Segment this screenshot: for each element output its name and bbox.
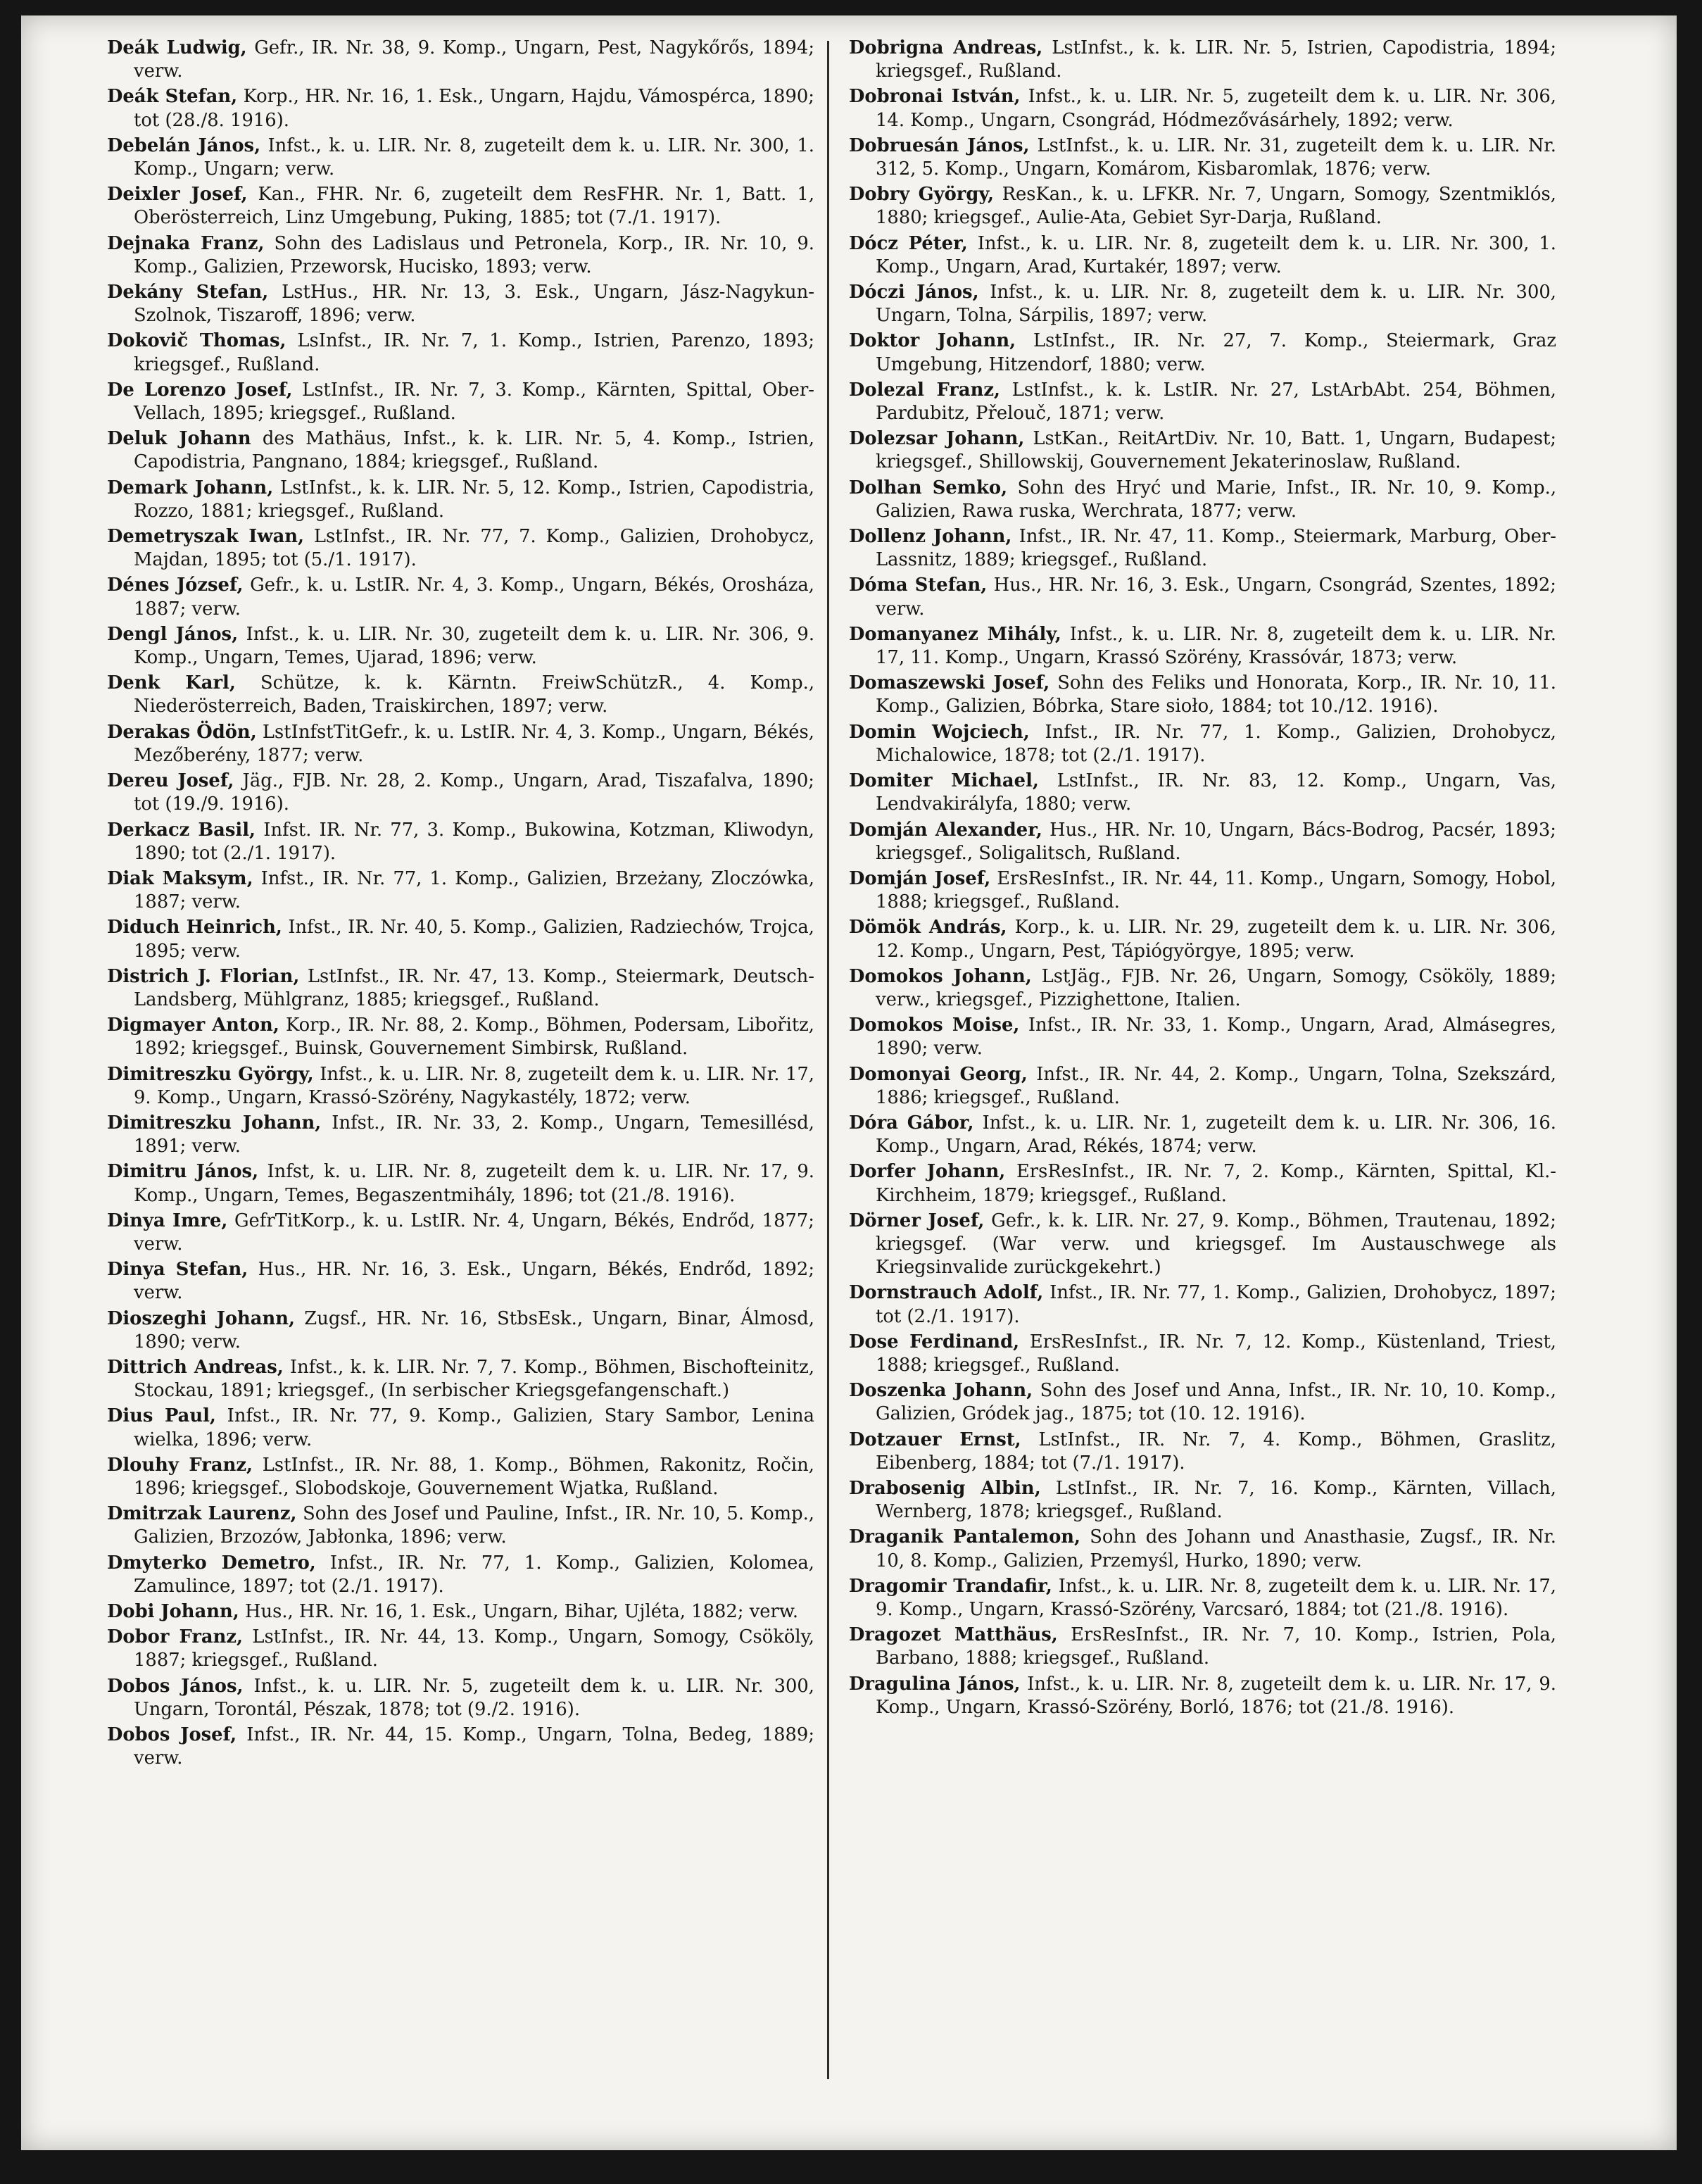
entry-details: Infst., IR. Nr. 44, 2. Komp., Ungarn, Tolna, Szekszárd, 1886; kriegsgef., Rußland.	[876, 1063, 1556, 1108]
entry-name: Dobruesán János,	[849, 134, 1030, 156]
entry-name: Districh J. Florian,	[107, 965, 300, 987]
list-entry	[849, 1379, 1556, 1426]
list-entry	[849, 232, 1556, 279]
entry-details: Sohn des Ladislaus und Petronela, Korp., IR. Nr. 10, 9. Komp., Galizien, Przeworsk, Hucisko, 1893; verw.	[134, 232, 814, 277]
entry-name: Dóra Gábor,	[849, 1112, 974, 1134]
entry-details: Infst., IR. Nr. 33, 2. Komp., Ungarn, Temesillésd, 1891; verw.	[134, 1112, 814, 1157]
entry-name: Dimitreszku Johann,	[107, 1112, 322, 1134]
entry-details: Hus., HR. Nr. 16, 1. Esk., Ungarn, Bihar, Ujléta, 1882; verw.	[244, 1601, 799, 1622]
list-entry	[107, 1160, 814, 1207]
entry-name: Dóczi János,	[849, 282, 979, 303]
entry-name: Dobos Josef,	[107, 1724, 237, 1746]
entry-name: Drabosenig Albin,	[849, 1477, 1041, 1499]
entry-details: Infst., k. u. LIR. Nr. 8, zugeteilt dem k. u. LIR. Nr. 300, Ungarn, Tolna, Sárpilis, 1897; verw.	[876, 282, 1556, 327]
list-entry	[849, 1014, 1556, 1060]
list-entry	[107, 819, 814, 865]
list-entry	[107, 1210, 814, 1256]
list-entry	[849, 1477, 1556, 1524]
entry-name: Dimitreszku György,	[107, 1063, 314, 1085]
entry-name: Dollenz Johann,	[849, 526, 1012, 548]
entry-details: ErsResInfst., IR. Nr. 7, 12. Komp., Küstenland, Triest, 1888; kriegsgef., Rußland.	[876, 1331, 1557, 1376]
entry-name: Dlouhy Franz,	[107, 1454, 253, 1476]
list-entry	[849, 1526, 1556, 1572]
list-entry	[107, 1626, 814, 1672]
entry-name: Debelán János,	[107, 134, 261, 156]
entry-details: Infst., k. k. LIR. Nr. 7, 7. Komp., Böhmen, Bischofteinitz, Stockau, 1891; kriegsgef., (In serbischer Kriegsgefangenschaft.)	[134, 1356, 815, 1402]
list-entry	[107, 1014, 814, 1060]
entry-name: Doszenka Johann,	[849, 1380, 1033, 1402]
entry-details: Infst., k. u. LIR. Nr. 1, zugeteilt dem k. u. LIR. Nr. 306, 16. Komp., Ungarn, Arad, Rékés, 1874; verw.	[876, 1112, 1556, 1157]
entry-details: Infst., IR. Nr. 77, 9. Komp., Galizien, Stary Sambor, Lenina wielka, 1896; verw.	[134, 1405, 814, 1450]
entry-details: Kan., FHR. Nr. 6, zugeteilt dem ResFHR. Nr. 1, Batt. 1, Oberösterreich, Linz Umgebung, Puking, 1885; tot (7./1. 1917).	[134, 184, 815, 229]
list-entry	[849, 477, 1556, 523]
list-entry	[849, 1429, 1556, 1475]
entry-details: Zugsf., HR. Nr. 16, StbsEsk., Ungarn, Binar, Álmosd, 1890; verw.	[134, 1307, 814, 1353]
list-entry	[849, 1575, 1556, 1621]
entry-name: Dragulina János,	[849, 1673, 1021, 1695]
entry-name: Diak Maksym,	[107, 867, 253, 889]
entry-name: Domanyanez Mihály,	[849, 623, 1061, 645]
list-entry	[849, 134, 1556, 181]
entry-name: Dömök András,	[849, 917, 1007, 939]
entry-name: Dius Paul,	[107, 1405, 216, 1427]
entry-details: Hus., HR. Nr. 16, 3. Esk., Ungarn, Békés, Endrőd, 1892; verw.	[134, 1259, 815, 1304]
list-entry	[107, 379, 814, 425]
entry-name: Domin Wojciech,	[849, 721, 1030, 743]
list-entry	[849, 965, 1556, 1012]
entry-details: Infst., IR. Nr. 77, 1. Komp., Galizien, Drohobycz, Michalowice, 1878; tot (2./1. 1917).	[876, 721, 1556, 766]
entry-name: Dócz Péter,	[849, 232, 968, 254]
list-entry	[849, 819, 1556, 865]
entry-details: Infst., IR. Nr. 77, 1. Komp., Galizien, Drohobycz, 1897; tot (2./1. 1917).	[876, 1282, 1557, 1327]
entry-details: Infst., k. u. LIR. Nr. 8, zugeteilt dem k. u. LIR. Nr. 300, 1. Komp., Ungarn; verw.	[134, 134, 814, 180]
list-entry	[107, 623, 814, 670]
entry-details: Sohn des Josef und Anna, Infst., IR. Nr. 10, 10. Komp., Galizien, Gródek jag., 1875; tot (10. 12. 1916).	[876, 1380, 1556, 1425]
entry-name: Dénes József,	[107, 575, 244, 596]
list-entry	[107, 1112, 814, 1158]
entry-details: LstInfst., IR. Nr. 7, 16. Komp., Kärnten, Villach, Wernberg, 1878; kriegsgef., Rußland.	[876, 1477, 1556, 1523]
entry-name: Domiter Michael,	[849, 770, 1039, 792]
entry-name: Deluk Johann	[107, 428, 251, 450]
list-entry	[107, 1600, 814, 1624]
entry-name: Demark Johann,	[107, 477, 274, 498]
entry-name: Dobi Johann,	[107, 1601, 239, 1622]
entry-details: Infst., IR. Nr. 47, 11. Komp., Steiermark, Marburg, Ober-Lassnitz, 1889; kriegsgef., Rußland.	[876, 526, 1557, 571]
entry-details: ResKan., k. u. LFKR. Nr. 7, Ungarn, Somogy, Szentmiklós, 1880; kriegsgef., Aulie-Ata, Gebiet Syr-Darja, Rußland.	[876, 184, 1556, 229]
list-entry	[107, 1502, 814, 1549]
list-entry	[107, 574, 814, 620]
list-entry	[107, 672, 814, 718]
entry-details: LstInfstTitGefr., k. u. LstIR. Nr. 4, 3. Komp., Ungarn, Békés, Mezőberény, 1877; verw.	[134, 721, 814, 766]
list-entry	[849, 1063, 1556, 1110]
entry-name: Dörner Josef,	[849, 1210, 985, 1231]
entry-name: Demetryszak Iwan,	[107, 526, 305, 548]
entry-name: Dolezsar Johann,	[849, 428, 1025, 450]
list-entry	[107, 770, 814, 816]
entry-details: Infst., k. u. LIR. Nr. 30, zugeteilt dem k. u. LIR. Nr. 306, 9. Komp., Ungarn, Temes, Ujarad, 1896; verw.	[134, 623, 815, 669]
entry-name: Dobrigna Andreas,	[849, 37, 1043, 58]
entry-name: Deixler Josef,	[107, 184, 248, 206]
list-entry	[849, 183, 1556, 230]
list-entry	[107, 183, 814, 230]
entry-details: Sohn des Johann und Anasthasie, Zugsf., IR. Nr. 10, 8. Komp., Galizien, Przemyśl, Hurko, 1890; verw.	[876, 1526, 1556, 1571]
list-entry	[849, 379, 1556, 425]
entry-details: LstInfst., k. k. LIR. Nr. 5, 12. Komp., Istrien, Capodistria, Rozzo, 1881; kriegsgef., Rußland.	[134, 477, 814, 522]
entry-details: Infst., IR. Nr. 77, 1. Komp., Galizien, Brzeżany, Zloczówka, 1887; verw.	[134, 867, 814, 913]
entry-details: LstJäg., FJB. Nr. 26, Ungarn, Somogy, Csököly, 1889; verw., kriegsgef., Pizzighettone, Italien.	[876, 965, 1557, 1010]
entry-details: Infst., k. u. LIR. Nr. 8, zugeteilt dem k. u. LIR. Nr. 17, 11. Komp., Ungarn, Krassó Szörény, Krassóvár, 1873; verw.	[876, 623, 1556, 669]
entry-name: Dobor Franz,	[107, 1626, 244, 1648]
entry-details: Sohn des Feliks und Honorata, Korp., IR. Nr. 10, 11. Komp., Galizien, Bóbrka, Stare sioło, 1884; tot 10./12. 1916).	[876, 672, 1556, 717]
list-entry	[849, 85, 1556, 132]
list-entry	[849, 916, 1556, 962]
list-entry	[107, 1454, 814, 1500]
entry-name: Dobos János,	[107, 1675, 244, 1697]
list-entry	[107, 916, 814, 962]
entry-name: Dekány Stefan,	[107, 282, 269, 303]
entry-name: Dotzauer Ernst,	[849, 1429, 1021, 1450]
list-entry	[107, 867, 814, 914]
entry-name: Dmyterko Demetro,	[107, 1552, 316, 1574]
entry-details: Infst., IR. Nr. 40, 5. Komp., Galizien, Radziechów, Trojca, 1895; verw.	[134, 917, 814, 962]
entry-name: Digmayer Anton,	[107, 1015, 279, 1036]
entry-name: Domokos Moise,	[849, 1015, 1020, 1036]
entry-name: Dinya Stefan,	[107, 1259, 248, 1281]
list-entry	[849, 867, 1556, 914]
entry-name: Domján Alexander,	[849, 819, 1042, 841]
list-entry	[849, 623, 1556, 670]
list-entry	[107, 134, 814, 181]
entry-details: Sohn des Hryć und Marie, Infst., IR. Nr. 10, 9. Komp., Galizien, Rawa ruska, Werchrata, 1877; verw.	[876, 477, 1557, 522]
list-entry	[107, 37, 814, 83]
entry-name: Dragomir Trandafir,	[849, 1575, 1052, 1597]
list-entry	[107, 427, 814, 474]
entry-details: ErsResInfst., IR. Nr. 44, 11. Komp., Ungarn, Somogy, Hobol, 1888; kriegsgef., Rußland.	[876, 867, 1557, 913]
entry-name: Dejnaka Franz,	[107, 232, 265, 254]
entry-details: GefrTitKorp., k. u. LstIR. Nr. 4, Ungarn, Békés, Endrőd, 1877; verw.	[134, 1210, 814, 1255]
entry-details: Infst., k. u. LIR. Nr. 8, zugeteilt dem k. u. LIR. Nr. 17, 9. Komp., Ungarn, Krassó-Szörény, Borló, 1876; tot (21./8. 1916).	[876, 1673, 1556, 1718]
list-entry	[107, 1552, 814, 1598]
list-entry	[849, 1331, 1556, 1377]
entry-name: Domján Josef,	[849, 867, 991, 889]
entry-name: Denk Karl,	[107, 672, 236, 694]
entry-name: Deák Stefan,	[107, 86, 238, 108]
entry-details: Infst., IR. Nr. 44, 15. Komp., Ungarn, Tolna, Bedeg, 1889; verw.	[134, 1724, 815, 1769]
entry-details: LstInfst., IR. Nr. 44, 13. Komp., Ungarn, Somogy, Csököly, 1887; kriegsgef., Rußland.	[134, 1626, 814, 1671]
list-entry	[849, 1624, 1556, 1670]
list-entry	[849, 1281, 1556, 1328]
entry-name: Dornstrauch Adolf,	[849, 1282, 1044, 1304]
entry-name: Dengl János,	[107, 623, 239, 645]
entry-name: Derkacz Basil,	[107, 819, 256, 841]
entry-name: Dokovič Thomas,	[107, 330, 286, 352]
entry-details: Infst, k. u. LIR. Nr. 8, zugeteilt dem k. u. LIR. Nr. 17, 9. Komp., Ungarn, Temes, Begaszentmihály, 1896; tot (21./8. 1916).	[134, 1161, 814, 1206]
entry-details: LstInfst., k. k. LstIR. Nr. 27, LstArbAbt. 254, Böhmen, Pardubitz, Přelouč, 1871; verw.	[876, 379, 1556, 425]
entry-name: Dragozet Matthäus,	[849, 1624, 1058, 1646]
entry-details: Sohn des Josef und Pauline, Infst., IR. Nr. 10, 5. Komp., Galizien, Brzozów, Jabłonka, 1896; verw.	[134, 1503, 814, 1548]
entry-name: Draganik Pantalemon,	[849, 1526, 1081, 1548]
left-column	[107, 37, 814, 1772]
entry-name: Dereu Josef,	[107, 770, 234, 792]
entry-details: des Mathäus, Infst., k. k. LIR. Nr. 5, 4. Komp., Istrien, Capodistria, Pangnano, 1884; kriegsgef., Rußland.	[134, 428, 814, 473]
entry-details: LstHus., HR. Nr. 13, 3. Esk., Ungarn, Jász-Nagykun-Szolnok, Tiszaroff, 1896; verw.	[134, 282, 815, 327]
list-entry	[107, 1356, 814, 1402]
entry-details: Infst., k. u. LIR. Nr. 5, zugeteilt dem k. u. LIR. Nr. 306, 14. Komp., Ungarn, Csongrád, Hódmezővásárhely, 1892; verw.	[876, 86, 1556, 131]
list-entry	[107, 1724, 814, 1770]
entry-details: Jäg., FJB. Nr. 28, 2. Komp., Ungarn, Arad, Tiszafalva, 1890; tot (19./9. 1916).	[134, 770, 814, 815]
entry-name: De Lorenzo Josef,	[107, 379, 293, 401]
list-entry	[849, 330, 1556, 376]
list-entry	[849, 672, 1556, 718]
entry-name: Dittrich Andreas,	[107, 1356, 284, 1378]
entry-name: Dioszeghi Johann,	[107, 1307, 295, 1329]
entry-details: LstInfst., IR. Nr. 77, 7. Komp., Galizien, Drohobycz, Majdan, 1895; tot (5./1. 1917).	[134, 526, 814, 571]
list-entry	[849, 1160, 1556, 1207]
entry-details: Schütze, k. k. Kärntn. FreiwSchützR., 4. Komp., Niederösterreich, Baden, Traiskirchen, 1897; verw.	[134, 672, 815, 717]
entry-name: Dolhan Semko,	[849, 477, 1008, 498]
entry-details: Gefr., k. u. LstIR. Nr. 4, 3. Komp., Ungarn, Békés, Orosháza, 1887; verw.	[134, 575, 815, 620]
entry-details: LstInfst., IR. Nr. 88, 1. Komp., Böhmen, Rakonitz, Ročin, 1896; kriegsgef., Slobodskoje, Gouvernement Wjatka, Rußland.	[134, 1454, 814, 1499]
list-entry	[107, 477, 814, 523]
entry-name: Dinya Imre,	[107, 1210, 228, 1231]
entry-details: Infst., IR. Nr. 33, 1. Komp., Ungarn, Arad, Almásegres, 1890; verw.	[876, 1015, 1556, 1060]
entry-name: Doktor Johann,	[849, 330, 1016, 352]
entry-name: Dóma Stefan,	[849, 575, 988, 596]
entry-details: LstKan., ReitArtDiv. Nr. 10, Batt. 1, Ungarn, Budapest; kriegsgef., Shillowskij, Gouvernement Jekaterinoslaw, Rußland.	[876, 428, 1557, 473]
entry-name: Dorfer Johann,	[849, 1161, 1006, 1183]
entry-name: Diduch Heinrich,	[107, 917, 282, 939]
entry-details: Korp., HR. Nr. 16, 1. Esk., Ungarn, Hajdu, Vámospérca, 1890; tot (28./8. 1916).	[134, 86, 814, 131]
entry-name: Domokos Johann,	[849, 965, 1032, 987]
list-entry	[107, 965, 814, 1012]
entry-details: ErsResInfst., IR. Nr. 7, 2. Komp., Kärnten, Spittal, Kl.-Kirchheim, 1879; kriegsgef., Rußland.	[876, 1161, 1556, 1206]
list-entry	[107, 1063, 814, 1110]
list-entry	[107, 1307, 814, 1354]
entry-name: Dobry György,	[849, 184, 994, 206]
entry-name: Dmitrzak Laurenz,	[107, 1503, 297, 1525]
list-entry	[849, 37, 1556, 83]
entry-details: Infst., k. u. LIR. Nr. 8, zugeteilt dem k. u. LIR. Nr. 17, 9. Komp., Ungarn, Krassó-Szörény, Varcsaró, 1884; tot (21./8. 1916).	[876, 1575, 1556, 1620]
entry-details: LstInfst., k. u. LIR. Nr. 31, zugeteilt dem k. u. LIR. Nr. 312, 5. Komp., Ungarn, Komárom, Kisbaromlak, 1876; verw.	[876, 134, 1556, 180]
entry-name: Deák Ludwig,	[107, 37, 247, 58]
entry-details: LstInfst., IR. Nr. 7, 4. Komp., Böhmen, Graslitz, Eibenberg, 1884; tot (7./1. 1917).	[876, 1429, 1556, 1474]
entry-details: Infst., k. u. LIR. Nr. 8, zugeteilt dem k. u. LIR. Nr. 17, 9. Komp., Ungarn, Krassó-Szörény, Nagykastély, 1872; verw.	[134, 1063, 814, 1108]
entry-details: LstInfst., IR. Nr. 7, 3. Komp., Kärnten, Spittal, Ober-Vellach, 1895; kriegsgef., Rußland.	[134, 379, 814, 425]
entry-details: LstInfst., IR. Nr. 27, 7. Komp., Steiermark, Graz Umgebung, Hitzendorf, 1880; verw.	[876, 330, 1556, 375]
entry-name: Dobronai István,	[849, 86, 1021, 108]
list-entry	[849, 574, 1556, 620]
entry-details: Infst., k. u. LIR. Nr. 8, zugeteilt dem k. u. LIR. Nr. 300, 1. Komp., Ungarn, Arad, Kurtakér, 1897; verw.	[876, 232, 1557, 277]
entry-name: Dimitru János,	[107, 1161, 259, 1183]
entry-details: Infst., k. u. LIR. Nr. 5, zugeteilt dem k. u. LIR. Nr. 300, Ungarn, Torontál, Pészak, 1878; tot (9./2. 1916).	[134, 1675, 815, 1720]
entry-details: LstInfst., IR. Nr. 47, 13. Komp., Steiermark, Deutsch-Landsberg, Mühlgranz, 1885; kriegsgef., Rußland.	[134, 965, 814, 1010]
list-entry	[107, 330, 814, 376]
list-entry	[849, 525, 1556, 572]
list-entry	[849, 1210, 1556, 1280]
entry-details: Hus., HR. Nr. 16, 3. Esk., Ungarn, Csongrád, Szentes, 1892; verw.	[876, 575, 1556, 620]
entry-details: Infst. IR. Nr. 77, 3. Komp., Bukowina, Kotzman, Kliwodyn, 1890; tot (2./1. 1917).	[134, 819, 814, 864]
entry-name: Domaszewski Josef,	[849, 672, 1050, 694]
list-entry	[849, 427, 1556, 474]
entry-details: Infst., IR. Nr. 77, 1. Komp., Galizien, Kolomea, Zamulince, 1897; tot (2./1. 1917).	[134, 1552, 815, 1597]
entry-details: Gefr., IR. Nr. 38, 9. Komp., Ungarn, Pest, Nagykőrős, 1894; verw.	[134, 37, 815, 82]
column-divider	[827, 41, 829, 2079]
entry-details: Korp., IR. Nr. 88, 2. Komp., Böhmen, Podersam, Libořitz, 1892; kriegsgef., Buinsk, Gouvernement Simbirsk, Rußland.	[134, 1015, 815, 1060]
entry-name: Domonyai Georg,	[849, 1063, 1028, 1085]
list-entry	[849, 281, 1556, 327]
list-entry	[107, 85, 814, 132]
list-entry	[107, 721, 814, 767]
entry-details: Korp., k. u. LIR. Nr. 29, zugeteilt dem k. u. LIR. Nr. 306, 12. Komp., Ungarn, Pest, Tápiógyörgye, 1895; verw.	[876, 917, 1556, 962]
list-entry	[107, 232, 814, 279]
entry-details: Hus., HR. Nr. 10, Ungarn, Bács-Bodrog, Pacsér, 1893; kriegsgef., Soligalitsch, Rußland.	[876, 819, 1556, 864]
list-entry	[849, 1673, 1556, 1719]
list-entry	[849, 721, 1556, 767]
list-entry	[107, 281, 814, 327]
right-column	[849, 37, 1556, 1721]
entry-details: LsInfst., IR. Nr. 7, 1. Komp., Istrien, Parenzo, 1893; kriegsgef., Rußland.	[134, 330, 815, 375]
list-entry	[107, 1675, 814, 1721]
list-entry	[849, 1112, 1556, 1158]
entry-name: Dolezal Franz,	[849, 379, 1000, 401]
list-entry	[107, 525, 814, 572]
entry-details: Gefr., k. k. LIR. Nr. 27, 9. Komp., Böhmen, Trautenau, 1892; kriegsgef. (War verw. und kriegsgef. Im Austauschwege als Kriegsinvalide zurückgekehrt.)	[876, 1210, 1556, 1279]
list-entry	[107, 1258, 814, 1305]
entry-name: Dose Ferdinand,	[849, 1331, 1020, 1353]
entry-details: LstInfst., k. k. LIR. Nr. 5, Istrien, Capodistria, 1894; kriegsgef., Rußland.	[876, 37, 1557, 82]
list-entry	[107, 1405, 814, 1451]
entry-details: ErsResInfst., IR. Nr. 7, 10. Komp., Istrien, Pola, Barbano, 1888; kriegsgef., Rußland.	[876, 1624, 1557, 1669]
list-entry	[849, 770, 1556, 816]
entry-details: LstInfst., IR. Nr. 83, 12. Komp., Ungarn, Vas, Lendvakirályfa, 1880; verw.	[876, 770, 1557, 815]
scanned-page	[21, 15, 1677, 2150]
entry-name: Derakas Ödön,	[107, 721, 257, 743]
